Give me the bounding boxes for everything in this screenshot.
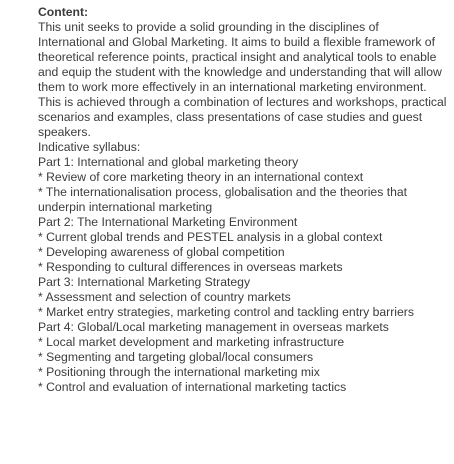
content-heading: Content:	[38, 5, 89, 19]
document-body	[38, 5, 448, 395]
syllabus-item: * Developing awareness of global competition	[38, 245, 285, 259]
syllabus-part-2: Part 2: The International Marketing Environment	[38, 215, 298, 229]
syllabus-item: * Current global trends and PESTEL analysis in a global context	[38, 230, 383, 244]
syllabus-part-1: Part 1: International and global marketing theory	[38, 155, 299, 169]
syllabus-part-4: Part 4: Global/Local marketing management in overseas markets	[38, 320, 389, 334]
syllabus-item: * The internationalisation process, globalisation and the theories that underpin international marketing	[38, 185, 408, 214]
syllabus-item: * Local market development and marketing infrastructure	[38, 335, 345, 349]
syllabus-item: * Segmenting and targeting global/local consumers	[38, 350, 314, 364]
syllabus-item: * Responding to cultural differences in overseas markets	[38, 260, 343, 274]
syllabus-item: * Market entry strategies, marketing control and tackling entry barriers	[38, 305, 414, 319]
syllabus-item: * Assessment and selection of country markets	[38, 290, 291, 304]
syllabus-item: * Review of core marketing theory in an international context	[38, 170, 364, 184]
syllabus-item: * Positioning through the international marketing mix	[38, 365, 320, 379]
syllabus-part-3: Part 3: International Marketing Strategy	[38, 275, 251, 289]
syllabus-item: * Control and evaluation of international marketing tactics	[38, 380, 347, 394]
syllabus-title: Indicative syllabus:	[38, 140, 141, 154]
intro-paragraph: This unit seeks to provide a solid grounding in the disciplines of International and Global Marketing. It aims to build a flexible framework of theoretical reference points, practical insight and analytical tools to enable and equip the student with the knowledge and understanding that will allow them to work more effectively in an international marketing environment. This is achieved through a combination of lectures and workshops, practical scenarios and examples, class presentations of case studies and guest speakers.	[38, 20, 447, 139]
